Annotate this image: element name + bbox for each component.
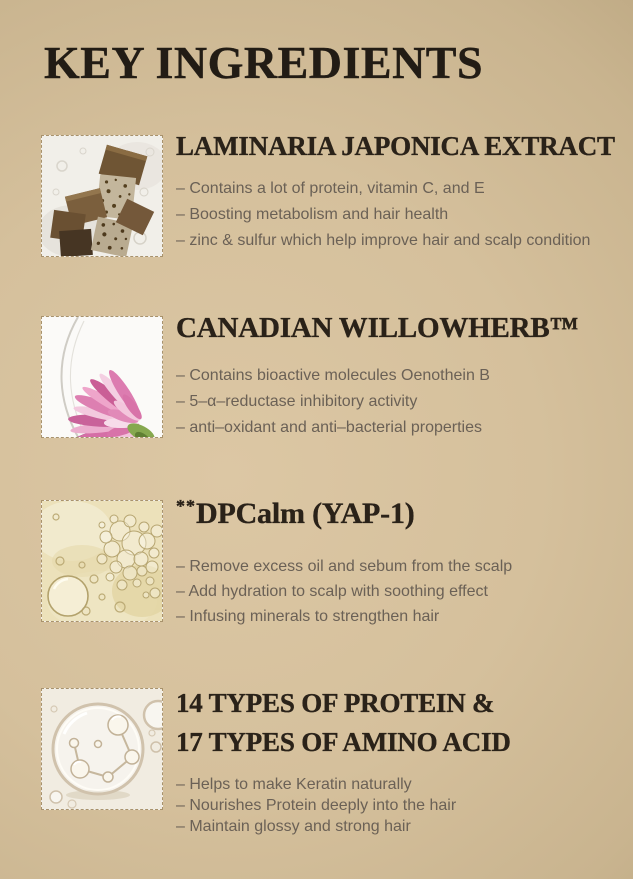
molecule-illustration bbox=[42, 689, 162, 809]
dpcalm-bullets bbox=[176, 554, 512, 629]
section-laminaria bbox=[41, 131, 615, 257]
bullet-item: – Boosting metabolism and hair health bbox=[176, 206, 449, 224]
bullet-item: – 5–α–reductase inhibitory activity bbox=[176, 393, 418, 411]
flower-illustration bbox=[42, 317, 162, 437]
willowherb-heading: CANADIAN WILLOWHERB™ bbox=[176, 312, 579, 344]
kelp-illustration bbox=[42, 136, 162, 256]
laminaria-heading: LAMINARIA JAPONICA EXTRACT bbox=[176, 131, 615, 161]
laminaria-bullets bbox=[176, 176, 613, 254]
willowherb-bullets bbox=[176, 363, 578, 441]
section-laminaria-content bbox=[176, 131, 615, 254]
dpcalm-heading: **DPCalm (YAP-1) bbox=[176, 496, 415, 531]
bullet-item: – Infusing minerals to strengthen hair bbox=[176, 608, 440, 626]
protein-bullets bbox=[176, 774, 511, 837]
willowherb-flower-image bbox=[41, 316, 163, 438]
bullet-item: – Contains bioactive molecules Oenothein B bbox=[176, 367, 490, 385]
section-willowherb bbox=[41, 312, 613, 441]
bullet-item: – anti–oxidant and anti–bacterial properties bbox=[176, 419, 482, 437]
section-dpcalm-content bbox=[176, 496, 513, 629]
bullet-item: – Add hydration to scalp with soothing effect bbox=[176, 583, 488, 601]
section-dpcalm bbox=[41, 496, 613, 629]
bullet-item: – Helps to make Keratin naturally bbox=[176, 776, 412, 794]
section-protein-content bbox=[176, 688, 511, 837]
laminaria-kelp-image bbox=[41, 135, 163, 257]
bullet-item: – Remove excess oil and sebum from the scalp bbox=[176, 558, 513, 576]
bullet-item: – Nourishes Protein deeply into the hair bbox=[176, 797, 457, 815]
section-protein bbox=[41, 688, 613, 837]
section-willowherb-content bbox=[176, 312, 579, 441]
dpcalm-footnote-asterisks: ** bbox=[176, 496, 196, 517]
bullet-item: – Contains a lot of protein, vitamin C, and E bbox=[176, 180, 485, 198]
bullet-item: – Maintain glossy and strong hair bbox=[176, 818, 411, 836]
molecule-bubble-image bbox=[41, 688, 163, 810]
oil-illustration bbox=[42, 501, 162, 621]
protein-heading: 14 TYPES OF PROTEIN & 17 TYPES OF AMINO ACID bbox=[176, 688, 511, 758]
bullet-item: – zinc & sulfur which help improve hair and scalp condition bbox=[176, 232, 591, 250]
page-title: KEY INGREDIENTS bbox=[44, 37, 484, 88]
oil-bubbles-image bbox=[41, 500, 163, 622]
